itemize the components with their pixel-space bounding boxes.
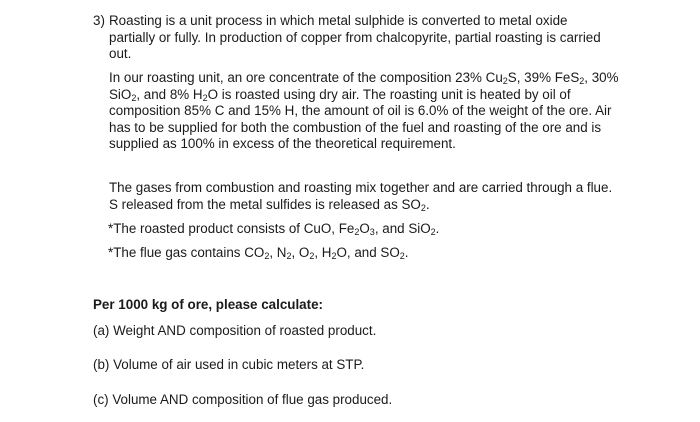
b2-sub-2: 2: [286, 251, 292, 261]
b1-text-2: O: [359, 221, 370, 236]
p1-sub-1: 2: [502, 76, 508, 86]
question-intro-text: Roasting is a unit process in which metal sulphide is converted to metal oxide partially or fully. In production of copper from chalcopyrite, partial roasting is carried out.: [109, 13, 601, 61]
ore-composition-paragraph: [109, 70, 619, 153]
question-intro: [93, 13, 613, 63]
flue-gas-note: [108, 245, 409, 262]
p1-sub-4: 2: [202, 92, 208, 103]
b1-text-4: .: [435, 221, 440, 236]
b2-text-1: *The flue gas contains CO: [108, 245, 265, 260]
b1-text-3: , and SiO: [374, 221, 431, 236]
b2-sub-4: 2: [331, 251, 337, 261]
b2-sub-3: 2: [309, 251, 315, 261]
calculate-item-c: (c) Volume AND composition of flue gas produced.: [93, 392, 393, 407]
b2-sub-5: 2: [399, 251, 405, 261]
p1-text-2: S, 39% FeS: [507, 70, 580, 85]
p1-sub-3: 2: [131, 92, 137, 103]
question-number: 3): [93, 13, 105, 28]
flue-gas-paragraph: [109, 180, 619, 213]
b2-sub-1: 2: [264, 251, 270, 261]
p2-text-2: .: [425, 196, 430, 212]
b1-sub-3: 2: [430, 227, 436, 237]
p2-text-1: The gases from combustion and roasting mix together and are carried through a flue. S released from the metal sulfides is released as SO: [109, 180, 613, 212]
p1-text-1: In our roasting unit, an ore concentrate of the composition 23% Cu: [109, 70, 503, 85]
b1-text-1: *The roasted product consists of CuO, Fe: [108, 221, 355, 236]
b2-text-2: , N: [269, 245, 287, 260]
b2-text-6: .: [404, 245, 409, 260]
p1-sub-2: 2: [579, 76, 585, 86]
b1-sub-2: 3: [369, 227, 375, 237]
b2-text-3: , O: [291, 245, 310, 260]
p2-sub-1: 2: [420, 202, 426, 213]
p1-text-5: O is roasted using dry air. The roasting unit is heated by oil of composition 85% C and 15% H, the amount of oil is 6.0% of the weight of the ore. Air has to be supplied for both the combustion of the fuel and roasting of the ore and is supplied as 100% in excess of the theoretical requirement.: [109, 86, 612, 151]
p1-text-4: , and 8% H: [136, 86, 203, 102]
p1-text-3: , 30% SiO: [109, 70, 619, 102]
b2-text-5: O, and SO: [336, 245, 400, 260]
b2-text-4: , H: [314, 245, 332, 260]
calculate-heading: Per 1000 kg of ore, please calculate:: [93, 297, 323, 312]
roasted-product-note: [108, 221, 439, 238]
b1-sub-1: 2: [354, 227, 360, 237]
calculate-item-a: (a) Weight AND composition of roasted product.: [93, 323, 377, 338]
calculate-item-b: (b) Volume of air used in cubic meters at STP.: [93, 357, 365, 372]
